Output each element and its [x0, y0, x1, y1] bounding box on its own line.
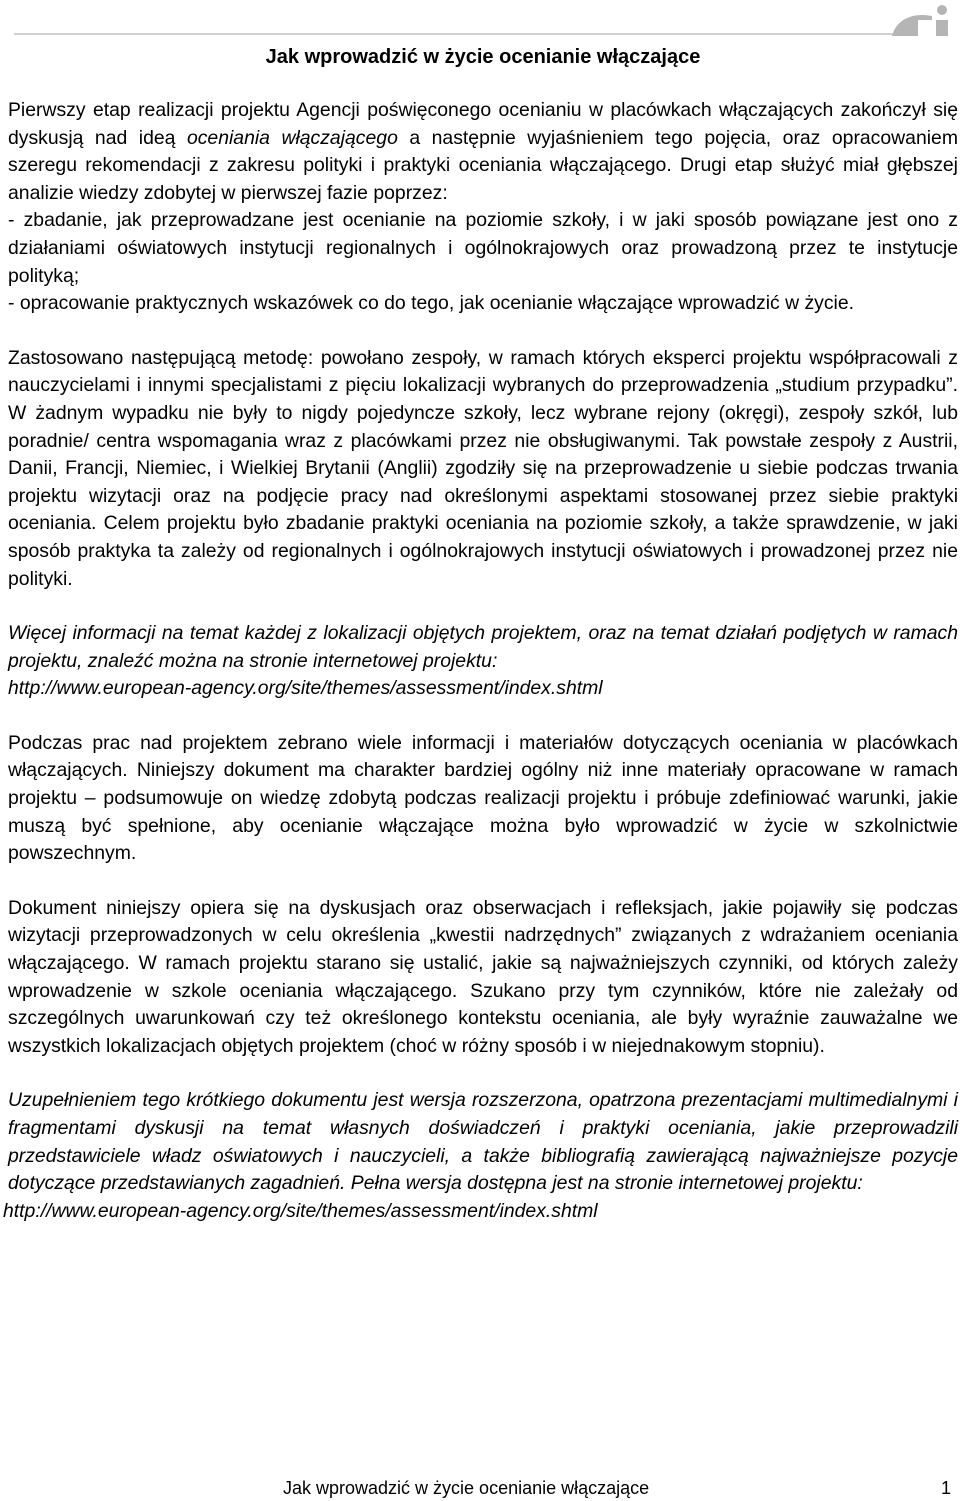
header-rule [14, 33, 910, 35]
page-number: 1 [941, 1478, 952, 1498]
more-info-text: Więcej informacji na temat każdej z lokalizacji objętych projektem, oraz na temat działań podjętych w ramach projektu, znaleźć można na stronie internetowej projektu: [8, 622, 958, 672]
paragraph-discussion: Dokument niniejszy opiera się na dyskusjach oraz obserwacjach i refleksjach, jakie pojawiły się podczas wizytacji przeprowadzonych w celu określenia „kwestii nadrzędnych” związanych z wdrażaniem oceniania włączającego. W ramach projektu starano się ustalić, jakie są najważniejszych czynniki, od których zależy wprowadzenie w szkole oceniania włączającego. Szukano przy tym czynników, które nie zależały od szczególnych uwarunkowań czy też określonego kontekstu oceniania, ale były wyraźnie zauważalne we wszystkich lokalizacjach objętych projektem (choć w różny sposób i w niejednakowym stopniu). [8, 896, 958, 1057]
paragraph-extended-version [3, 1087, 958, 1225]
document-title: Jak wprowadzić w życie ocenianie włączające [265, 46, 701, 68]
paragraph-materials: Podczas prac nad projektem zebrano wiele informacji i materiałów dotyczących oceniania w placówkach włączających. Niniejszy dokument ma charakter bardziej ogólny niż inne materiały opracowane w ramach projektu – podsumowuje on wiedzę zdobytą podczas realizacji projektu i próbuje zdefiniować warunki, jakie muszą być spełnione, aby ocenianie włączające można było wprowadzić w życie w szkolnictwie powszechnym. [8, 731, 958, 865]
paragraph-more-info [8, 620, 958, 703]
project-url-link[interactable]: http://www.european-agency.org/site/themes/assessment/index.shtml [3, 1199, 598, 1222]
project-url-link[interactable]: http://www.european-agency.org/site/themes/assessment/index.shtml [8, 677, 603, 700]
list-item: - opracowanie praktycznych wskazówek co do tego, jak ocenianie włączające wprowadzić w życie. [8, 292, 855, 315]
intro-text-start: Pierwszy etap realizacji projektu Agencji poświęconego ocenianiu w placówkach włączających zakończył się dyskusją nad ideą [8, 99, 958, 149]
paragraph-intro [8, 97, 958, 318]
extended-version-text: Uzupełnieniem tego krótkiego dokumentu jest wersja rozszerzona, opatrzona prezentacjami multimedialnymi i fragmentami dyskusji na temat własnych doświadczeń i praktyki oceniania, jakie przeprowadzili przedstawiciele władz oświatowych i nauczycieli, a także bibliografią zawierającą najważniejsze pozycje dotyczące przedstawianych zagadnień. Pełna wersja dostępna jest na stronie internetowej projektu: [8, 1089, 958, 1195]
agency-logo-icon [888, 2, 958, 42]
intro-text-end: a następnie wyjaśnieniem tego pojęcia, oraz opracowaniem szeregu rekomendacji z zakresu polityki i praktyki oceniania włączającego. Drugi etap służyć miał głębszej analizie wiedzy zdobytej w pierwszej fazie poprzez: [8, 126, 958, 204]
document-body [3, 97, 958, 1225]
list-item: - zbadanie, jak przeprowadzane jest ocenianie na poziomie szkoły, i w jaki sposób powiązane jest ono z działaniami oświatowych instytucji regionalnych i ogólnokrajowych oraz prowadzoną przez te instytucje polityką; [8, 209, 958, 287]
footer-title: Jak wprowadzić w życie ocenianie włączające [283, 1478, 650, 1498]
paragraph-method: Zastosowano następującą metodę: powołano zespoły, w ramach których eksperci projektu współpracowali z nauczycielami i innymi specjalistami z pięciu lokalizacji wybranych do przeprowadzenia „studium przypadku”. W żadnym wypadku nie były to nigdy pojedyncze szkoły, lecz wybrane rejony (okręgi), zespoły szkół, lub poradnie/ centra wspomagania wraz z placówkami przez nie obsługiwanymi. Tak powstałe zespoły z Austrii, Danii, Francji, Niemiec, i Wielkiej Brytanii (Anglii) zgodziły się na przeprowadzenie u siebie podczas trwania projektu wizytacji oraz na podjęcie pracy nad określonymi aspektami stosowanej przez siebie praktyki oceniania. Celem projektu było zbadanie praktyki oceniania na poziomie szkoły, a także sprawdzenie, w jaki sposób praktyka ta zależy od regionalnych i ogólnokrajowych instytucji oświatowych i prowadzonej przez nie polityki. [8, 346, 958, 590]
intro-emphasis: oceniania włączającego [186, 126, 398, 149]
